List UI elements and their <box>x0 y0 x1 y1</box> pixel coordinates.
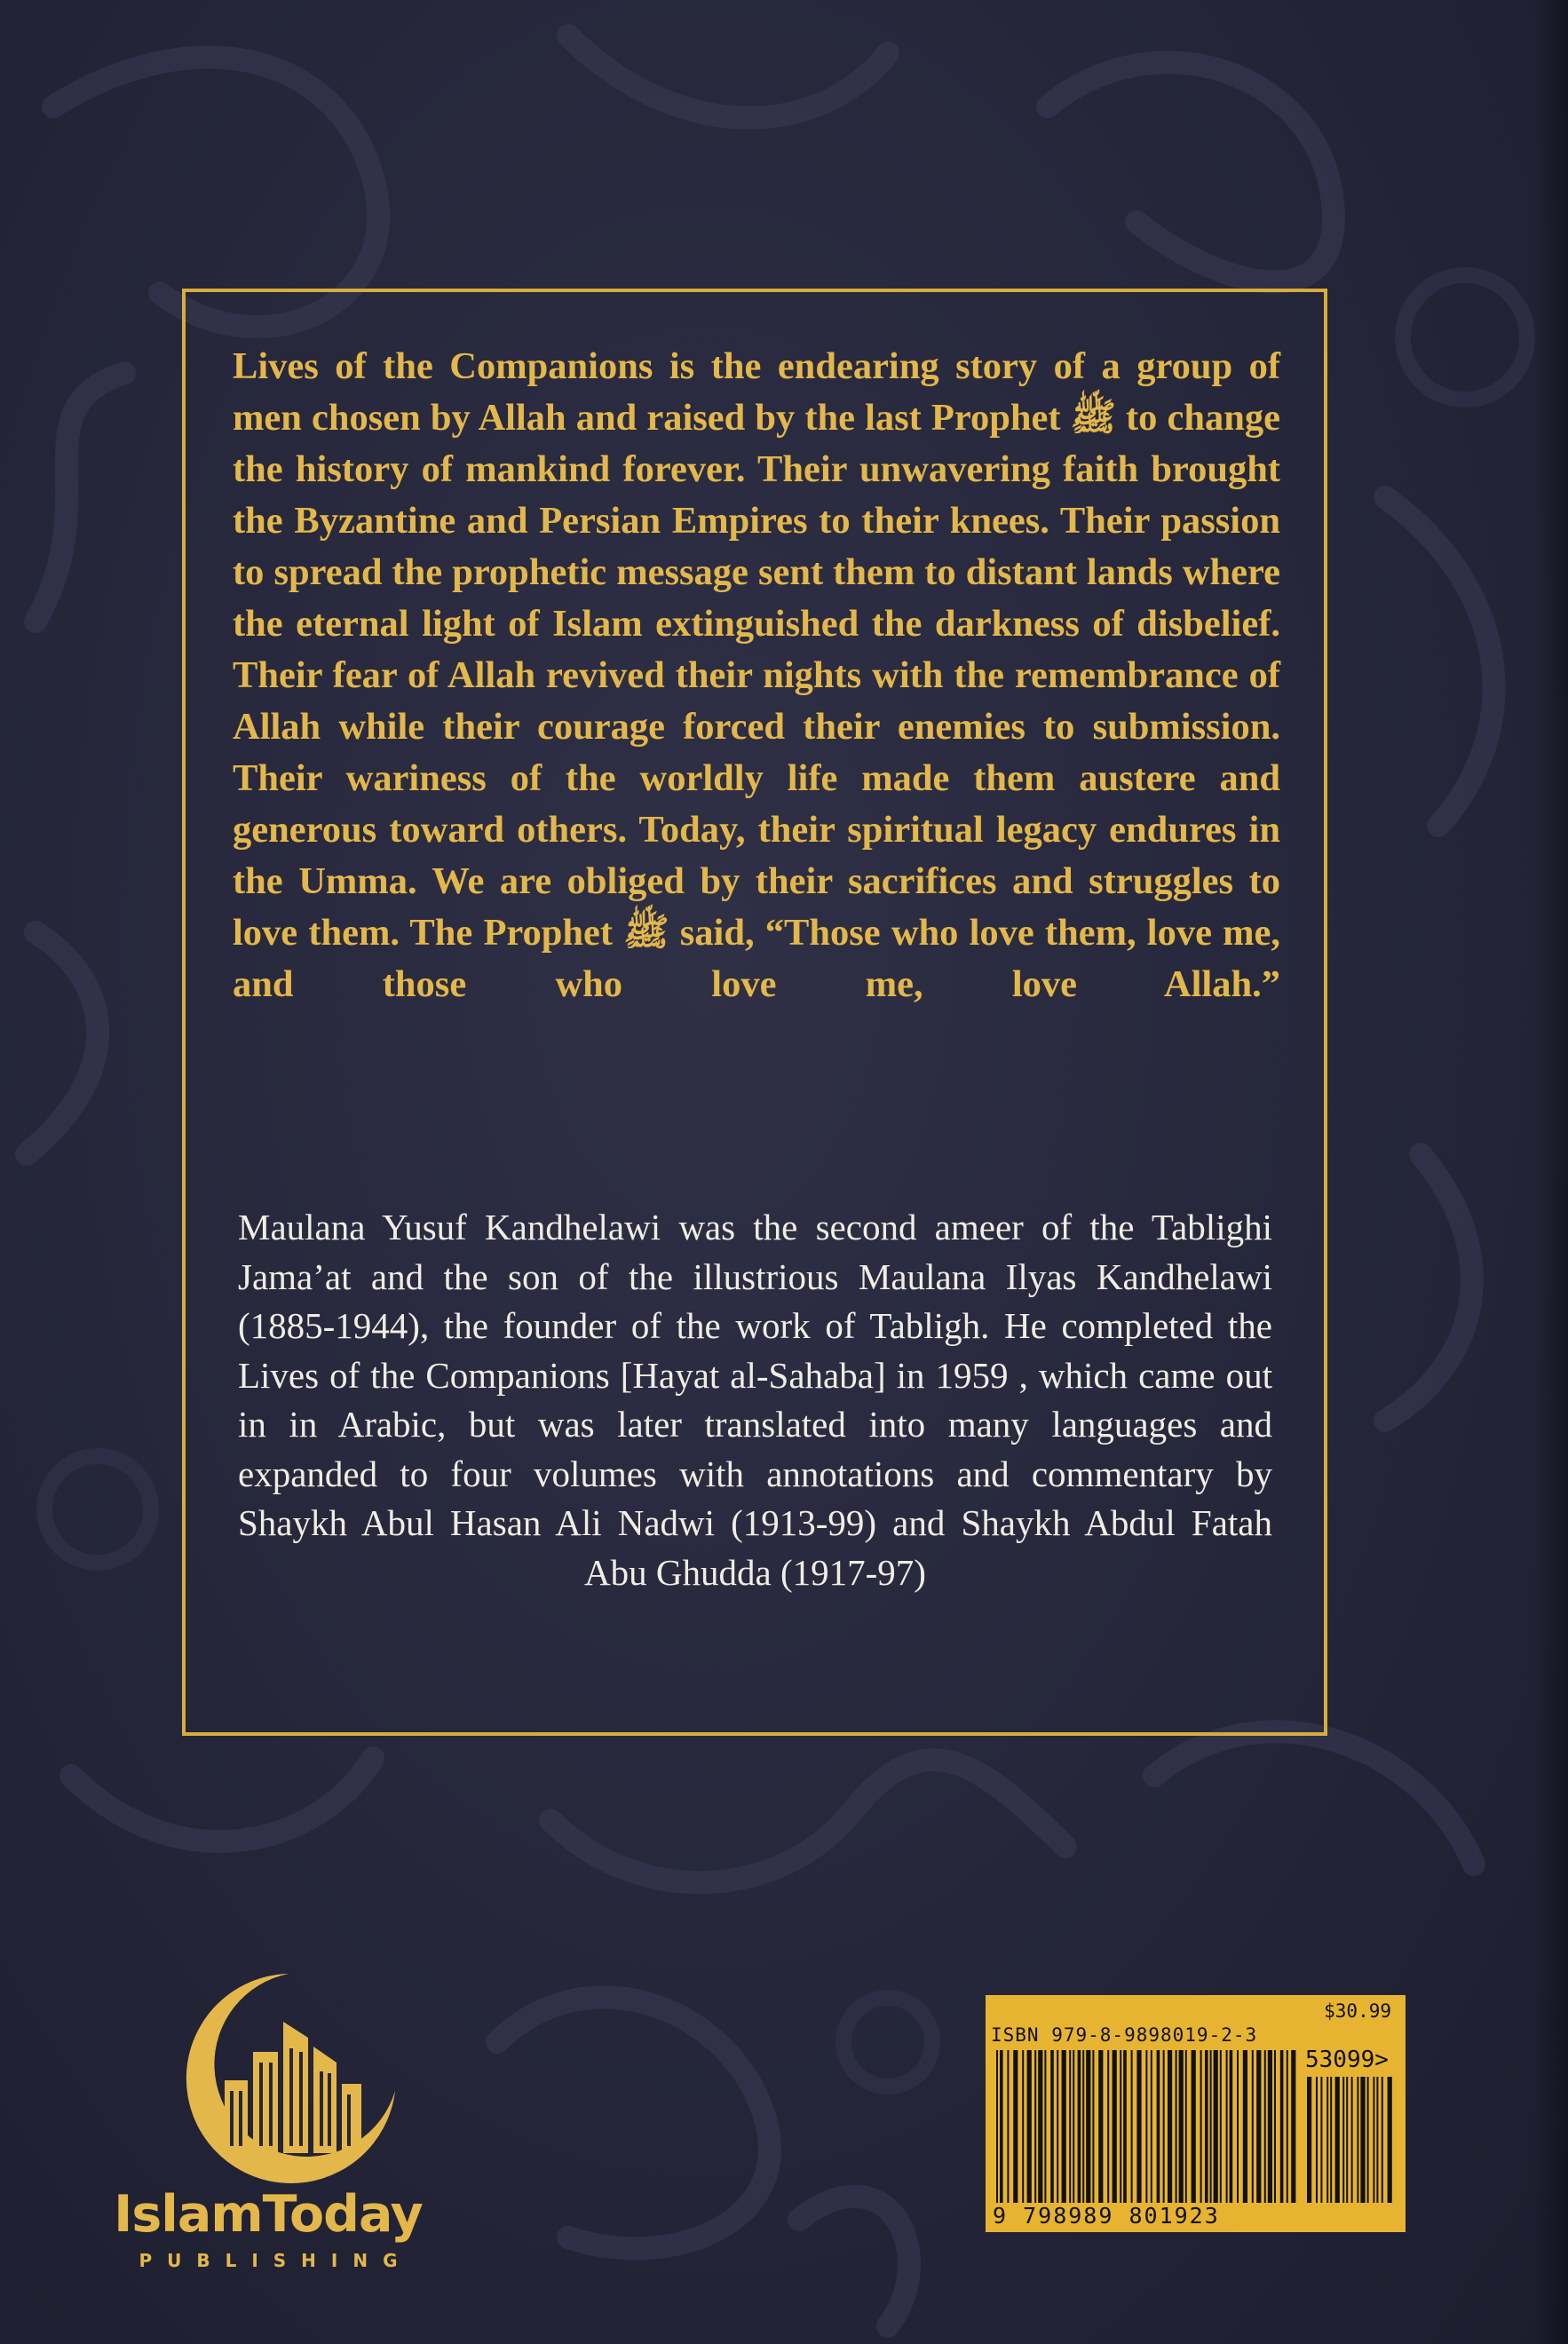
barcode-bar <box>1092 2050 1094 2203</box>
barcode-bar <box>1192 2050 1196 2203</box>
barcode-bar <box>1057 2050 1058 2203</box>
barcode-bar <box>1226 2050 1228 2203</box>
barcode-bar <box>1136 2050 1141 2203</box>
barcode-bar <box>1000 2050 1003 2203</box>
barcode-bar <box>1157 2050 1160 2203</box>
barcode-bar <box>1220 2050 1222 2203</box>
barcode-bar <box>1022 2050 1024 2203</box>
barcode-bar <box>1274 2050 1276 2203</box>
barcode-bar <box>1326 2077 1328 2203</box>
barcode-bar <box>1335 2077 1340 2203</box>
barcode-bar <box>1151 2050 1152 2203</box>
barcode-bar <box>1237 2050 1239 2203</box>
addon-barcode-bars <box>1307 2077 1396 2203</box>
barcode-bar <box>1210 2050 1212 2203</box>
publisher-tagline: PUBLISHING <box>139 2250 413 2271</box>
barcode-bar <box>1007 2050 1009 2203</box>
barcode-bar <box>1376 2077 1378 2203</box>
barcode-bar <box>1185 2050 1187 2203</box>
barcode-bar <box>1163 2050 1165 2203</box>
barcode-bar <box>1123 2050 1127 2203</box>
barcode-bar <box>1342 2077 1344 2203</box>
barcode-bar <box>1098 2050 1103 2203</box>
barcode-bar <box>1316 2077 1318 2203</box>
ean-number-text: 9 798989 801923 <box>993 2203 1220 2229</box>
isbn-text: ISBN 979-8-9898019-2-3 <box>991 2024 1258 2046</box>
barcode-bar <box>1330 2077 1332 2203</box>
barcode-bar <box>1176 2050 1177 2203</box>
barcode-bar <box>1388 2077 1392 2203</box>
publisher-name: IslamToday <box>114 2185 423 2244</box>
barcode-bar <box>1268 2050 1272 2203</box>
barcode-bar <box>1120 2050 1121 2203</box>
barcode-bar <box>1382 2077 1383 2203</box>
barcode-bar <box>1230 2050 1233 2203</box>
barcode-bar <box>1200 2050 1202 2203</box>
barcode-bar <box>1168 2050 1172 2203</box>
barcode-bar <box>1351 2077 1353 2203</box>
crescent-buildings-logo-icon <box>155 1967 422 2189</box>
barcode-bar <box>1131 2050 1133 2203</box>
barcode-bar <box>1373 2077 1374 2203</box>
barcode-bar <box>996 2050 998 2203</box>
barcode-bar <box>1038 2050 1042 2203</box>
barcode-bar <box>1073 2050 1074 2203</box>
barcode-bar <box>1264 2050 1266 2203</box>
barcode-bar <box>1044 2050 1046 2203</box>
barcode-bar <box>1280 2050 1284 2203</box>
barcode-bar <box>1078 2050 1081 2203</box>
barcode-bar <box>1069 2050 1071 2203</box>
barcode-bar <box>1307 2077 1311 2203</box>
barcode-bar <box>1027 2050 1032 2203</box>
barcode-bar <box>1320 2077 1322 2203</box>
barcode-bar <box>1013 2050 1018 2203</box>
barcode-bar <box>1205 2050 1208 2203</box>
barcode-bar <box>1243 2050 1247 2203</box>
book-blurb: Lives of the Companions is the endearing story of a group of men chosen by Allah and raised by the last Prophet ﷺ to change the history of mankind forever. Their unwavering faith brought the Byzantine and Persian Empires to their knees. Their passion to spread the prophetic message sent them to distant lands where the eternal light of Islam extinguished the darkness of disbelief. Their fear of Allah revived their nights with the remembrance of Allah while their courage forced their enemies to submission. Their wariness of the worldly life made them austere and generous toward others. Today, their spiritual legacy endures in the Umma. We are obliged by their sacrifices and struggles to love them. The Prophet ﷺ said, “Those who love them, love me, and those who love me, love Allah.” <box>233 345 1280 1005</box>
barcode-bar <box>1050 2050 1054 2203</box>
barcode-bar <box>1107 2050 1109 2203</box>
barcode-bar <box>1086 2050 1090 2203</box>
barcode-bar <box>1287 2050 1288 2203</box>
barcode-bar <box>1113 2050 1117 2203</box>
barcode-bar <box>1214 2050 1218 2203</box>
barcode-bar <box>1062 2050 1066 2203</box>
barcode-bar <box>1145 2050 1147 2203</box>
barcode-bar <box>1360 2077 1365 2203</box>
barcode-bar <box>1252 2050 1254 2203</box>
barcode-bar <box>1357 2077 1358 2203</box>
ean-barcode-bars <box>996 2050 1298 2203</box>
price-text: $30.99 <box>1324 2000 1391 2022</box>
barcode-bar <box>1179 2050 1184 2203</box>
barcode-bar <box>1256 2050 1261 2203</box>
spine-edge-shadow <box>1532 0 1568 2344</box>
barcode-bar <box>1082 2050 1084 2203</box>
isbn-barcode-label <box>986 1995 1406 2232</box>
author-bio: Maulana Yusuf Kandhelawi was the second ameer of the Tablighi Jama’at and the son of the illustrious Maulana Ilyas Kandhelawi (1885-1944), the founder of the work of Tabligh. He completed the Lives of the Companions [Hayat al-Sahaba] in 1959 , which came out in in Arabic, but was later translated into many languages and expanded to four volumes with annotations and commentary by Shaykh Abul Hasan Ali Nadwi (1913-99) and Shaykh Abdul Fatah Abu Ghudda (1917-97) <box>238 1207 1272 1593</box>
price-addon-text: 53099> <box>1305 2047 1389 2073</box>
barcode-bar <box>1367 2077 1369 2203</box>
barcode-bar <box>1034 2050 1036 2203</box>
barcode-bar <box>1346 2077 1348 2203</box>
barcode-bar <box>1291 2050 1295 2203</box>
